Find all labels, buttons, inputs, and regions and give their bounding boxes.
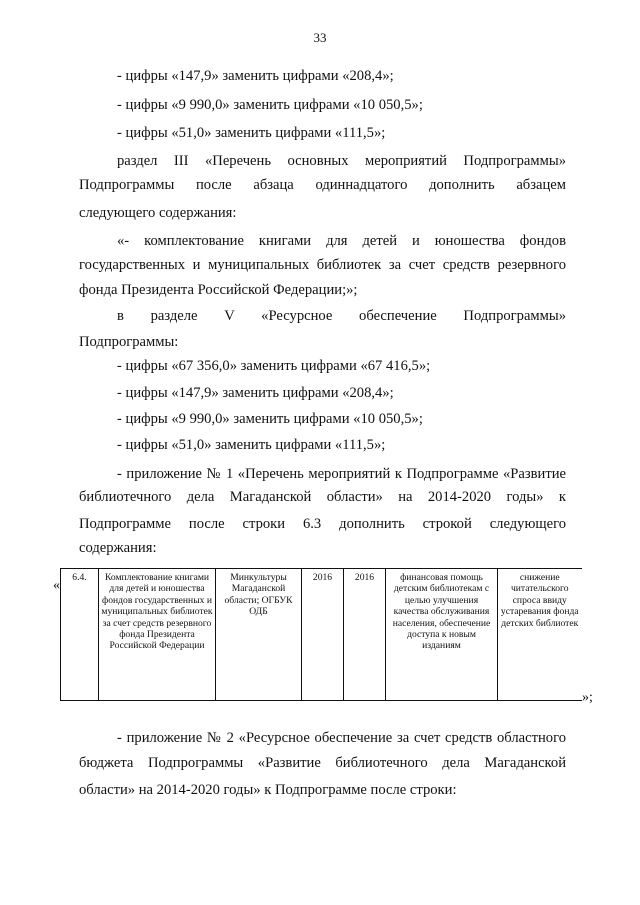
text-line: Подпрограммы: bbox=[79, 334, 179, 350]
text-line: Подпрограмме после строки 6.3 дополнить строкой следующего bbox=[79, 516, 566, 532]
cell-consequence: снижение читательского спроса ввиду устаревания фонда детских библиотек bbox=[498, 569, 582, 701]
text-line: раздел III «Перечень основных мероприятий Подпрограммы» bbox=[117, 153, 566, 169]
cell-start-year: 2016 bbox=[302, 569, 344, 701]
text-line: - цифры «51,0» заменить цифрами «111,5»; bbox=[117, 125, 386, 141]
text-line: - цифры «51,0» заменить цифрами «111,5»; bbox=[117, 437, 386, 453]
text-line: Подпрограммы после абзаца одиннадцатого дополнить абзацем bbox=[79, 177, 566, 193]
measures-table-row bbox=[60, 568, 582, 701]
cell-expected-result: финансовая помощь детским библиотекам с целью улучшения качества обслуживания населения, обеспечение доступа к новым изданиям bbox=[386, 569, 498, 701]
text-line: - цифры «67 356,0» заменить цифрами «67 416,5»; bbox=[117, 358, 431, 374]
cell-executor: Минкультуры Магаданской области; ОГБУК ОДБ bbox=[216, 569, 302, 701]
text-line: - приложение № 2 «Ресурсное обеспечение за счет средств областного bbox=[117, 730, 566, 746]
text-line: бюджета Подпрограммы «Развитие библиотечного дела Магаданской bbox=[79, 755, 566, 771]
text-line: - цифры «147,9» заменить цифрами «208,4»; bbox=[117, 68, 394, 84]
cell-end-year: 2016 bbox=[344, 569, 386, 701]
table-open-quote: « bbox=[53, 578, 60, 593]
text-line: библиотечного дела Магаданской области» на 2014-2020 годы» к bbox=[79, 489, 566, 505]
text-line: содержания: bbox=[79, 540, 157, 556]
table-close-quote: »; bbox=[582, 690, 593, 705]
page-number: 33 bbox=[313, 30, 327, 45]
text-line: - цифры «9 990,0» заменить цифрами «10 050,5»; bbox=[117, 411, 423, 427]
text-line: в разделе V «Ресурсное обеспечение Подпрограммы» bbox=[117, 308, 566, 324]
text-line: - цифры «147,9» заменить цифрами «208,4»; bbox=[117, 385, 394, 401]
text-line: фонда Президента Российской Федерации;»; bbox=[79, 282, 358, 298]
text-line: области» на 2014-2020 годы» к Подпрограмме после строки: bbox=[79, 782, 457, 798]
cell-number: 6.4. bbox=[61, 569, 99, 701]
cell-measure-name: Комплектование книгами для детей и юношества фондов государственных и муниципальных библиотек за счет средств резервного фонда Президента Российской Федерации bbox=[99, 569, 216, 701]
text-line: следующего содержания: bbox=[79, 205, 237, 221]
text-line: «- комплектование книгами для детей и юношества фондов bbox=[117, 233, 566, 249]
text-line: государственных и муниципальных библиотек за счет средств резервного bbox=[79, 257, 566, 273]
text-line: - цифры «9 990,0» заменить цифрами «10 050,5»; bbox=[117, 97, 423, 113]
text-line: - приложение № 1 «Перечень мероприятий к Подпрограмме «Развитие bbox=[117, 466, 566, 482]
